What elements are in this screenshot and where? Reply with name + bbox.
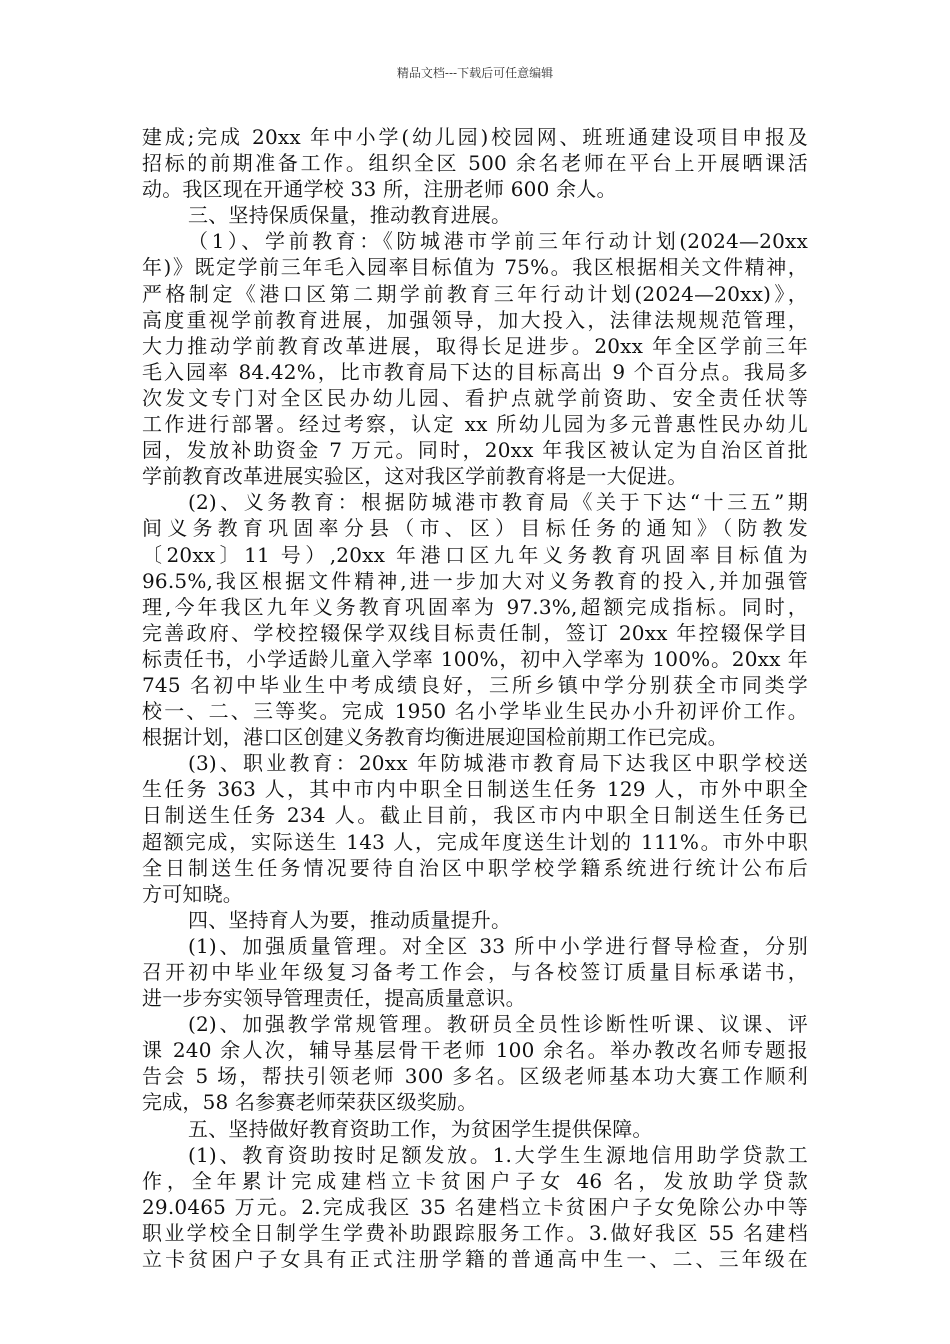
text-line: 日制送生任务 234 人。截止目前，我区市内中职全日制送生任务已 [142,803,808,828]
text-line: 理,今年我区九年义务教育巩固率为 97.3%,超额完成指标。同时， [142,594,808,619]
text-line: 召开初中毕业年级复习备考工作会，与各校签订质量目标承诺书， [142,960,808,984]
text-line: 严格制定《港口区第二期学前教育三年行动计划(2024—20xx)》， [142,281,808,306]
text-line: 年)》既定学前三年毛入园率目标值为 75%。我区根据相关文件精神， [142,255,808,280]
text-line: 园，发放补助资金 7 万元。同时，20xx 年我区被认定为自治区首批 [142,438,808,463]
document-body [142,124,808,1272]
paragraph [142,124,808,202]
text-line: （1）、学前教育：《防城港市学前三年行动计划(2024—20xx [188,229,808,254]
text-line: 校一、二、三等奖。完成 1950 名小学毕业生民办小升初评价工作。 [142,699,808,724]
text-line: 动。我区现在开通学校 33 所，注册老师 600 余人。 [142,177,617,202]
text-line: 学前教育改革进展实验区，这对我区学前教育将是一大促进。 [142,464,688,489]
page-header: 精品文档---下载后可任意编辑 [396,66,554,80]
paragraph [142,228,808,489]
text-line: (3)、职业教育：20xx 年防城港市教育局下达我区中职学校送 [188,751,808,776]
text-line: 标责任书，小学适龄儿童入学率 100%，初中入学率为 100%。20xx 年 [142,646,808,671]
text-line: 生任务 363 人，其中市内中职全日制送生任务 129 人，市外中职全 [142,777,808,802]
text-line: 工作进行部署。经过考察，认定 xx 所幼儿园为多元普惠性民办幼儿 [142,412,808,437]
text-line: 间义务教育巩固率分县（市、区）目标任务的通知》（防教发 [142,516,808,541]
text-line: (1)、教育资助按时足额发放。1.大学生生源地信用助学贷款工 [188,1142,808,1167]
text-line: 〔20xx〕11 号）,20xx 年港口区九年义务教育巩固率目标值为 [142,542,808,567]
text-line: 次发文专门对全区民办幼儿园、看护点就学前资助、安全责任状等 [142,385,808,410]
paragraph [142,1011,808,1115]
section-heading [142,907,808,933]
text-line: 大力推动学前教育改革进展，取得长足进步。20xx 年全区学前三年 [142,333,808,358]
text-line: 五、坚持做好教育资助工作，为贫困学生提供保障。 [188,1116,653,1141]
text-line: 超额完成，实际送生 143 人，完成年度送生计划的 111%。市外中职 [142,829,808,854]
text-line: 建成;完成 20xx 年中小学(幼儿园)校园网、班班通建设项目申报及 [142,125,808,149]
text-line: 职业学校全日制学生学费补助跟踪服务工作。3.做好我区 55 名建档 [142,1220,808,1245]
text-line: 四、坚持育人为要，推动质量提升。 [188,907,512,932]
text-line: 招标的前期准备工作。组织全区 500 余名老师在平台上开展晒课活 [142,151,808,176]
text-line: (2)、加强教学常规管理。教研员全员性诊断性听课、议课、评 [188,1012,808,1037]
text-line: 进一步夯实领导管理责任，提高质量意识。 [142,986,526,1011]
text-line: 96.5%,我区根据文件精神,进一步加大对义务教育的投入,并加强管 [142,568,808,593]
paragraph [142,1142,808,1272]
text-line: 根据计划，港口区创建义务教育均衡进展迎国检前期工作已完成。 [142,725,728,750]
text-line: 全日制送生任务情况要待自治区中职学校学籍系统进行统计公布后 [142,855,808,880]
text-line: 立卡贫困户子女具有正式注册学籍的普通高中生一、二、三年级在 [142,1247,808,1272]
text-line: (1)、加强质量管理。对全区 33 所中小学进行督导检查，分别 [188,933,808,958]
text-line: 745 名初中毕业生中考成绩良好，三所乡镇中学分别获全市同类学 [142,672,808,697]
text-line: (2)、义务教育：根据防城港市教育局《关于下达“十三五”期 [188,490,808,515]
text-line: 方可知晓。 [142,881,243,906]
text-line: 三、坚持保质保量，推动教育进展。 [188,203,512,228]
paragraph [142,750,808,907]
text-line: 完成，58 名参赛老师荣获区级奖励。 [142,1090,478,1115]
paragraph [142,933,808,1011]
section-heading [142,1116,808,1142]
paragraph [142,489,808,750]
text-line: 29.0465 万元。2.完成我区 35 名建档立卡贫困户子女免除公办中等 [142,1194,808,1219]
text-line: 高度重视学前教育进展，加强领导，加大投入，法律法规规范管理， [142,307,808,332]
text-line: 作，全年累计完成建档立卡贫困户子女 46 名，发放助学贷款 [142,1168,808,1193]
text-line: 课 240 余人次，辅导基层骨干老师 100 余名。举办教改名师专题报 [142,1038,808,1063]
text-line: 毛入园率 84.42%，比市教育局下达的目标高出 9 个百分点。我局多 [142,359,808,384]
text-line: 完善政府、学校控辍保学双线目标责任制，签订 20xx 年控辍保学目 [142,620,808,645]
text-line: 告会 5 场，帮扶引领老师 300 多名。区级老师基本功大赛工作顺利 [142,1064,808,1089]
section-heading [142,202,808,228]
